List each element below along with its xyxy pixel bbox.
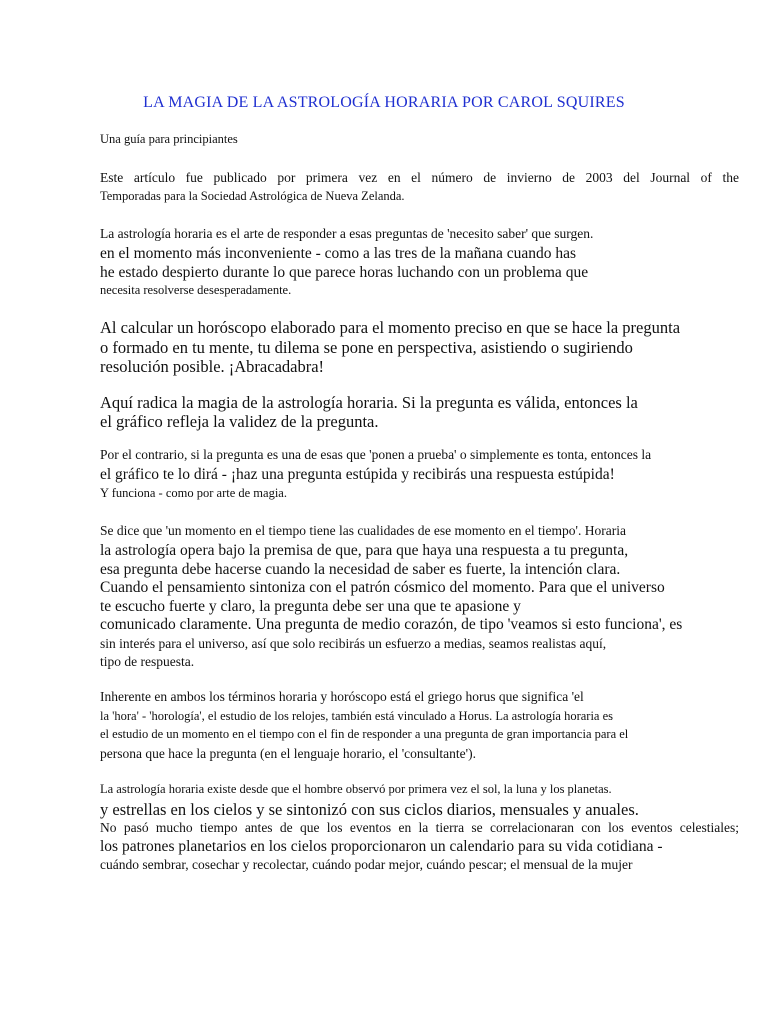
paragraph-1-line-1: Este artículo fue publicado por primera vez en el número de invierno de 2003 del Journal of the [100,170,739,185]
paragraph-2-line-2: en el momento más inconveniente - como a las tres de la mañana cuando has [100,245,577,262]
document-title: LA MAGIA DE LA ASTROLOGÍA HORARIA POR CAROL SQUIRES [143,94,625,111]
paragraph-6-line-4: Cuando el pensamiento sintoniza con el patrón cósmico del momento. Para que el universo [100,579,665,596]
paragraph-7-line-3: el estudio de un momento en el tiempo con el fin de responder a una pregunta de gran importancia para el [100,727,629,741]
paragraph-5-line-1: Por el contrario, si la pregunta es una de esas que 'ponen a prueba' o simplemente es tonta, entonces la [100,447,652,462]
paragraph-6-line-6: comunicado claramente. Una pregunta de medio corazón, de tipo 'veamos si esto funciona', es [100,616,683,633]
paragraph-4-line-2: el gráfico refleja la validez de la pregunta. [100,412,379,431]
paragraph-7-line-1: Inherente en ambos los términos horaria y horóscopo está el griego horus que significa 'el [100,689,584,704]
paragraph-7-line-4: persona que hace la pregunta (en el lenguaje horario, el 'consultante'). [100,746,476,761]
paragraph-3-line-2: o formado en tu mente, tu dilema se pone en perspectiva, asistiendo o sugiriendo [100,338,633,357]
paragraph-5-line-2: el gráfico te lo dirá - ¡haz una pregunta estúpida y recibirás una respuesta estúpida! [100,466,615,483]
paragraph-3-line-3: resolución posible. ¡Abracadabra! [100,357,325,376]
paragraph-3-line-1: Al calcular un horóscopo elaborado para el momento preciso en que se hace la pregunta [100,318,681,337]
paragraph-2-line-4: necesita resolverse desesperadamente. [100,283,292,297]
paragraph-7-line-2: la 'hora' - 'horología', el estudio de los relojes, también está vinculado a Horus. La astrología horaria es [100,709,614,723]
paragraph-6-line-7: sin interés para el universo, así que solo recibirás un esfuerzo a medias, seamos realistas aquí, [100,636,607,651]
paragraph-6-line-2: la astrología opera bajo la premisa de que, para que haya una respuesta a tu pregunta, [100,542,629,559]
paragraph-8-line-4: los patrones planetarios en los cielos proporcionaron un calendario para su vida cotidiana - [100,838,663,855]
paragraph-2-line-1: La astrología horaria es el arte de responder a esas preguntas de 'necesito saber' que surgen. [100,226,594,241]
paragraph-6-line-5: te escucho fuerte y claro, la pregunta debe ser una que te apasione y [100,598,521,615]
paragraph-6-line-3: esa pregunta debe hacerse cuando la necesidad de saber es fuerte, la intención clara. [100,561,621,578]
paragraph-6-line-1: Se dice que 'un momento en el tiempo tiene las cualidades de ese momento en el tiempo'. Horaria [100,523,626,538]
paragraph-5-line-3: Y funciona - como por arte de magia. [100,486,287,500]
paragraph-8-line-5: cuándo sembrar, cosechar y recolectar, cuándo podar mejor, cuándo pescar; el mensual de la mujer [100,857,633,872]
paragraph-1-line-2: Temporadas para la Sociedad Astrológica de Nueva Zelanda. [100,189,405,203]
document-subtitle: Una guía para principiantes [100,132,238,146]
paragraph-8-line-1: La astrología horaria existe desde que el hombre observó por primera vez el sol, la luna y los planetas. [100,782,612,796]
paragraph-2-line-3: he estado despierto durante lo que parece horas luchando con un problema que [100,264,589,281]
paragraph-4-line-1: Aquí radica la magia de la astrología horaria. Si la pregunta es válida, entonces la [100,393,638,412]
paragraph-8-line-2: y estrellas en los cielos y se sintonizó con sus ciclos diarios, mensuales y anuales. [100,800,639,819]
paragraph-8-line-3: No pasó mucho tiempo antes de que los eventos en la tierra se correlacionaran con los eventos celestiales; [100,820,739,835]
paragraph-6-line-8: tipo de respuesta. [100,654,195,669]
